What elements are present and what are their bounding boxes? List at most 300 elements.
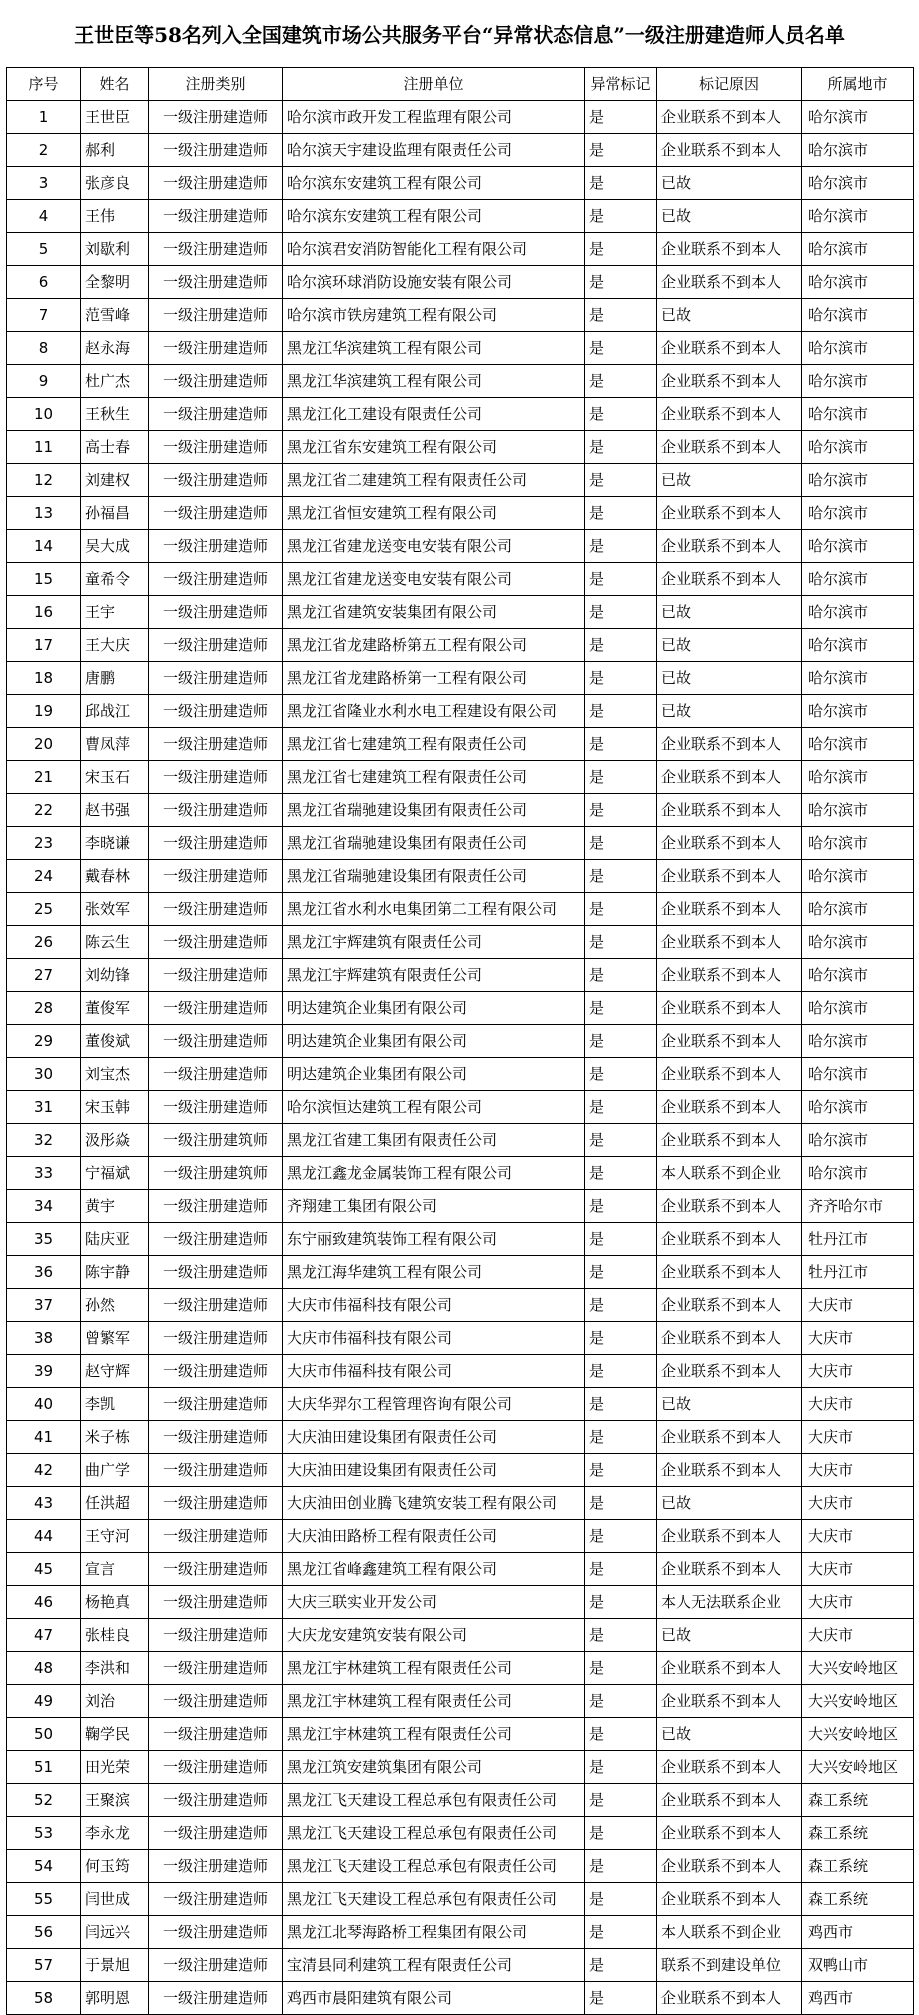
cell-flag-reason: 企业联系不到本人 (657, 1124, 802, 1157)
cell-registered-company: 明达建筑企业集团有限公司 (283, 1058, 585, 1091)
table-row (7, 1223, 914, 1256)
cell-city: 哈尔滨市 (802, 1025, 914, 1058)
cell-name: 曾繁军 (81, 1322, 149, 1355)
cell-registered-company: 黑龙江华滨建筑工程有限公司 (283, 365, 585, 398)
cell-flag-reason: 已故 (657, 464, 802, 497)
cell-abnormal-flag: 是 (585, 1850, 657, 1883)
table-row (7, 1553, 914, 1586)
cell-flag-reason: 已故 (657, 1619, 802, 1652)
cell-index: 4 (7, 200, 81, 233)
table-row (7, 992, 914, 1025)
cell-name: 王宇 (81, 596, 149, 629)
cell-abnormal-flag: 是 (585, 167, 657, 200)
cell-registered-company: 大庆华羿尔工程管理咨询有限公司 (283, 1388, 585, 1421)
cell-abnormal-flag: 是 (585, 299, 657, 332)
table-row (7, 926, 914, 959)
cell-registered-company: 黑龙江省建工集团有限责任公司 (283, 1124, 585, 1157)
cell-flag-reason: 已故 (657, 629, 802, 662)
cell-city: 哈尔滨市 (802, 926, 914, 959)
cell-city: 牡丹江市 (802, 1223, 914, 1256)
table-row (7, 1487, 914, 1520)
cell-index: 22 (7, 794, 81, 827)
cell-registration-type: 一级注册建造师 (149, 1388, 283, 1421)
cell-index: 58 (7, 1982, 81, 2015)
cell-registered-company: 大庆油田建设集团有限责任公司 (283, 1421, 585, 1454)
cell-registered-company: 哈尔滨环球消防设施安装有限公司 (283, 266, 585, 299)
cell-index: 13 (7, 497, 81, 530)
cell-index: 57 (7, 1949, 81, 1982)
cell-registered-company: 黑龙江宇辉建筑有限责任公司 (283, 926, 585, 959)
cell-index: 7 (7, 299, 81, 332)
cell-name: 陈宇静 (81, 1256, 149, 1289)
cell-index: 28 (7, 992, 81, 1025)
table-row (7, 332, 914, 365)
cell-name: 孙福昌 (81, 497, 149, 530)
cell-flag-reason: 企业联系不到本人 (657, 1784, 802, 1817)
table-row (7, 1817, 914, 1850)
cell-abnormal-flag: 是 (585, 1718, 657, 1751)
cell-city: 大兴安岭地区 (802, 1685, 914, 1718)
cell-abnormal-flag: 是 (585, 563, 657, 596)
table-row (7, 1850, 914, 1883)
cell-index: 47 (7, 1619, 81, 1652)
cell-abnormal-flag: 是 (585, 266, 657, 299)
cell-index: 2 (7, 134, 81, 167)
cell-registration-type: 一级注册建造师 (149, 1916, 283, 1949)
table-header-row (7, 68, 914, 101)
cell-registration-type: 一级注册建造师 (149, 134, 283, 167)
cell-flag-reason: 企业联系不到本人 (657, 1685, 802, 1718)
cell-index: 25 (7, 893, 81, 926)
cell-name: 陈云生 (81, 926, 149, 959)
table-row (7, 827, 914, 860)
cell-index: 37 (7, 1289, 81, 1322)
cell-flag-reason: 已故 (657, 695, 802, 728)
cell-registration-type: 一级注册建造师 (149, 398, 283, 431)
cell-city: 哈尔滨市 (802, 1157, 914, 1190)
header-index: 序号 (7, 68, 81, 101)
cell-registration-type: 一级注册建造师 (149, 1223, 283, 1256)
cell-name: 何玉筠 (81, 1850, 149, 1883)
cell-registered-company: 黑龙江宇林建筑工程有限责任公司 (283, 1652, 585, 1685)
table-row (7, 662, 914, 695)
cell-name: 赵永海 (81, 332, 149, 365)
cell-abnormal-flag: 是 (585, 1619, 657, 1652)
cell-flag-reason: 企业联系不到本人 (657, 1982, 802, 2015)
cell-index: 17 (7, 629, 81, 662)
header-registration-type: 注册类别 (149, 68, 283, 101)
cell-flag-reason: 企业联系不到本人 (657, 1091, 802, 1124)
cell-abnormal-flag: 是 (585, 101, 657, 134)
cell-abnormal-flag: 是 (585, 200, 657, 233)
cell-abnormal-flag: 是 (585, 1949, 657, 1982)
cell-registered-company: 哈尔滨东安建筑工程有限公司 (283, 167, 585, 200)
document-title: 王世臣等58名列入全国建筑市场公共服务平台“异常状态信息”一级注册建造师人员名单 (74, 23, 845, 47)
cell-index: 6 (7, 266, 81, 299)
cell-city: 哈尔滨市 (802, 233, 914, 266)
cell-index: 44 (7, 1520, 81, 1553)
table-row (7, 1784, 914, 1817)
cell-abnormal-flag: 是 (585, 1124, 657, 1157)
cell-city: 哈尔滨市 (802, 794, 914, 827)
cell-abnormal-flag: 是 (585, 992, 657, 1025)
cell-flag-reason: 企业联系不到本人 (657, 992, 802, 1025)
cell-index: 50 (7, 1718, 81, 1751)
cell-index: 9 (7, 365, 81, 398)
cell-name: 郭明恩 (81, 1982, 149, 2015)
cell-flag-reason: 企业联系不到本人 (657, 1817, 802, 1850)
table-row (7, 1256, 914, 1289)
table-row (7, 959, 914, 992)
cell-city: 大庆市 (802, 1520, 914, 1553)
table-row (7, 893, 914, 926)
cell-abnormal-flag: 是 (585, 1157, 657, 1190)
cell-registration-type: 一级注册建造师 (149, 1487, 283, 1520)
cell-flag-reason: 已故 (657, 596, 802, 629)
table-row (7, 134, 914, 167)
cell-abnormal-flag: 是 (585, 233, 657, 266)
table-row (7, 398, 914, 431)
cell-registered-company: 大庆油田路桥工程有限责任公司 (283, 1520, 585, 1553)
cell-registration-type: 一级注册建造师 (149, 1784, 283, 1817)
cell-city: 大庆市 (802, 1355, 914, 1388)
table-row (7, 1091, 914, 1124)
cell-name: 宋玉石 (81, 761, 149, 794)
cell-registered-company: 黑龙江海华建筑工程有限公司 (283, 1256, 585, 1289)
registry-table (6, 67, 914, 2015)
cell-flag-reason: 企业联系不到本人 (657, 563, 802, 596)
cell-flag-reason: 企业联系不到本人 (657, 365, 802, 398)
cell-city: 哈尔滨市 (802, 167, 914, 200)
cell-index: 38 (7, 1322, 81, 1355)
cell-registered-company: 哈尔滨恒达建筑工程有限公司 (283, 1091, 585, 1124)
cell-registered-company: 黑龙江省七建建筑工程有限责任公司 (283, 728, 585, 761)
cell-index: 3 (7, 167, 81, 200)
cell-index: 51 (7, 1751, 81, 1784)
table-row (7, 530, 914, 563)
cell-registration-type: 一级注册建造师 (149, 431, 283, 464)
cell-city: 哈尔滨市 (802, 1124, 914, 1157)
cell-registered-company: 黑龙江省瑞驰建设集团有限责任公司 (283, 827, 585, 860)
cell-registration-type: 一级注册建造师 (149, 563, 283, 596)
cell-flag-reason: 企业联系不到本人 (657, 431, 802, 464)
cell-city: 大庆市 (802, 1487, 914, 1520)
cell-index: 36 (7, 1256, 81, 1289)
cell-registration-type: 一级注册建造师 (149, 266, 283, 299)
cell-registered-company: 黑龙江省恒安建筑工程有限公司 (283, 497, 585, 530)
cell-city: 鸡西市 (802, 1982, 914, 2015)
cell-abnormal-flag: 是 (585, 1421, 657, 1454)
cell-registration-type: 一级注册建造师 (149, 1190, 283, 1223)
header-abnormal-flag: 异常标记 (585, 68, 657, 101)
cell-registered-company: 大庆市伟福科技有限公司 (283, 1322, 585, 1355)
table-row (7, 1619, 914, 1652)
cell-flag-reason: 已故 (657, 1388, 802, 1421)
cell-flag-reason: 企业联系不到本人 (657, 497, 802, 530)
cell-city: 哈尔滨市 (802, 860, 914, 893)
cell-city: 哈尔滨市 (802, 398, 914, 431)
table-row (7, 629, 914, 662)
cell-city: 大庆市 (802, 1322, 914, 1355)
cell-flag-reason: 企业联系不到本人 (657, 1223, 802, 1256)
table-row (7, 728, 914, 761)
cell-flag-reason: 企业联系不到本人 (657, 1190, 802, 1223)
cell-registered-company: 哈尔滨君安消防智能化工程有限公司 (283, 233, 585, 266)
table-row (7, 1157, 914, 1190)
cell-registration-type: 一级注册建造师 (149, 1949, 283, 1982)
cell-abnormal-flag: 是 (585, 1652, 657, 1685)
cell-registration-type: 一级注册建造师 (149, 200, 283, 233)
cell-flag-reason: 已故 (657, 167, 802, 200)
table-row (7, 695, 914, 728)
cell-index: 45 (7, 1553, 81, 1586)
cell-name: 刘幼锋 (81, 959, 149, 992)
cell-name: 李晓谦 (81, 827, 149, 860)
cell-registered-company: 黑龙江省建龙送变电安装有限公司 (283, 563, 585, 596)
cell-registered-company: 黑龙江飞天建设工程总承包有限责任公司 (283, 1883, 585, 1916)
cell-name: 杨艳真 (81, 1586, 149, 1619)
cell-registered-company: 黑龙江省瑞驰建设集团有限责任公司 (283, 794, 585, 827)
cell-city: 大兴安岭地区 (802, 1718, 914, 1751)
cell-registered-company: 鸡西市晨阳建筑有限公司 (283, 1982, 585, 2015)
cell-index: 49 (7, 1685, 81, 1718)
cell-name: 戴春林 (81, 860, 149, 893)
cell-city: 哈尔滨市 (802, 332, 914, 365)
cell-registered-company: 黑龙江省七建建筑工程有限责任公司 (283, 761, 585, 794)
cell-name: 王世臣 (81, 101, 149, 134)
table-row (7, 233, 914, 266)
cell-city: 哈尔滨市 (802, 464, 914, 497)
cell-flag-reason: 联系不到建设单位 (657, 1949, 802, 1982)
cell-city: 森工系统 (802, 1850, 914, 1883)
cell-city: 哈尔滨市 (802, 893, 914, 926)
cell-registration-type: 一级注册建造师 (149, 1718, 283, 1751)
cell-city: 大庆市 (802, 1454, 914, 1487)
cell-name: 田光荣 (81, 1751, 149, 1784)
cell-abnormal-flag: 是 (585, 464, 657, 497)
cell-registration-type: 一级注册建造师 (149, 167, 283, 200)
cell-name: 曹凤萍 (81, 728, 149, 761)
cell-name: 陆庆亚 (81, 1223, 149, 1256)
cell-index: 52 (7, 1784, 81, 1817)
cell-index: 34 (7, 1190, 81, 1223)
cell-name: 刘歇利 (81, 233, 149, 266)
cell-abnormal-flag: 是 (585, 629, 657, 662)
cell-registered-company: 黑龙江省东安建筑工程有限公司 (283, 431, 585, 464)
cell-flag-reason: 企业联系不到本人 (657, 233, 802, 266)
cell-abnormal-flag: 是 (585, 1784, 657, 1817)
table-body (7, 101, 914, 2015)
cell-registered-company: 黑龙江宇林建筑工程有限责任公司 (283, 1718, 585, 1751)
cell-registered-company: 大庆油田建设集团有限责任公司 (283, 1454, 585, 1487)
cell-registration-type: 一级注册建造师 (149, 1619, 283, 1652)
cell-registration-type: 一级注册建造师 (149, 1883, 283, 1916)
cell-city: 哈尔滨市 (802, 266, 914, 299)
cell-city: 哈尔滨市 (802, 530, 914, 563)
cell-abnormal-flag: 是 (585, 1256, 657, 1289)
cell-flag-reason: 企业联系不到本人 (657, 1289, 802, 1322)
cell-city: 哈尔滨市 (802, 629, 914, 662)
cell-flag-reason: 企业联系不到本人 (657, 101, 802, 134)
cell-flag-reason: 企业联系不到本人 (657, 1256, 802, 1289)
cell-city: 大庆市 (802, 1619, 914, 1652)
cell-abnormal-flag: 是 (585, 1982, 657, 2015)
cell-index: 30 (7, 1058, 81, 1091)
cell-registered-company: 黑龙江省建筑安装集团有限公司 (283, 596, 585, 629)
cell-registration-type: 一级注册建造师 (149, 1520, 283, 1553)
cell-flag-reason: 本人联系不到企业 (657, 1916, 802, 1949)
header-flag-reason: 标记原因 (657, 68, 802, 101)
cell-registration-type: 一级注册建造师 (149, 1322, 283, 1355)
cell-index: 41 (7, 1421, 81, 1454)
table-row (7, 794, 914, 827)
cell-registration-type: 一级注册建造师 (149, 926, 283, 959)
cell-index: 35 (7, 1223, 81, 1256)
cell-name: 曲广学 (81, 1454, 149, 1487)
cell-abnormal-flag: 是 (585, 398, 657, 431)
cell-city: 哈尔滨市 (802, 992, 914, 1025)
cell-flag-reason: 企业联系不到本人 (657, 1652, 802, 1685)
table-row (7, 101, 914, 134)
table-row (7, 596, 914, 629)
cell-index: 11 (7, 431, 81, 464)
cell-abnormal-flag: 是 (585, 695, 657, 728)
table-row (7, 1025, 914, 1058)
cell-name: 赵守辉 (81, 1355, 149, 1388)
cell-registration-type: 一级注册建造师 (149, 1850, 283, 1883)
cell-registration-type: 一级注册建造师 (149, 1256, 283, 1289)
cell-abnormal-flag: 是 (585, 1916, 657, 1949)
cell-name: 任洪超 (81, 1487, 149, 1520)
cell-index: 18 (7, 662, 81, 695)
table-row (7, 1058, 914, 1091)
cell-registered-company: 黑龙江飞天建设工程总承包有限责任公司 (283, 1817, 585, 1850)
cell-flag-reason: 企业联系不到本人 (657, 728, 802, 761)
cell-registration-type: 一级注册建造师 (149, 530, 283, 563)
cell-name: 王秋生 (81, 398, 149, 431)
cell-city: 森工系统 (802, 1817, 914, 1850)
table-row (7, 1190, 914, 1223)
cell-registered-company: 黑龙江宇辉建筑有限责任公司 (283, 959, 585, 992)
cell-abnormal-flag: 是 (585, 926, 657, 959)
cell-registration-type: 一级注册建造师 (149, 596, 283, 629)
cell-registration-type: 一级注册建造师 (149, 893, 283, 926)
cell-city: 大庆市 (802, 1421, 914, 1454)
cell-flag-reason: 企业联系不到本人 (657, 1322, 802, 1355)
cell-city: 哈尔滨市 (802, 1091, 914, 1124)
cell-name: 杜广杰 (81, 365, 149, 398)
cell-abnormal-flag: 是 (585, 959, 657, 992)
cell-flag-reason: 本人联系不到企业 (657, 1157, 802, 1190)
cell-city: 哈尔滨市 (802, 695, 914, 728)
cell-abnormal-flag: 是 (585, 431, 657, 464)
cell-flag-reason: 已故 (657, 200, 802, 233)
cell-abnormal-flag: 是 (585, 1487, 657, 1520)
cell-city: 哈尔滨市 (802, 497, 914, 530)
cell-abnormal-flag: 是 (585, 365, 657, 398)
table-row (7, 1718, 914, 1751)
cell-index: 19 (7, 695, 81, 728)
cell-registration-type: 一级注册建造师 (149, 695, 283, 728)
cell-name: 王守河 (81, 1520, 149, 1553)
cell-name: 邱战江 (81, 695, 149, 728)
cell-name: 童希令 (81, 563, 149, 596)
cell-registration-type: 一级注册建造师 (149, 662, 283, 695)
cell-registration-type: 一级注册建造师 (149, 1586, 283, 1619)
cell-city: 大兴安岭地区 (802, 1652, 914, 1685)
table-row (7, 1751, 914, 1784)
cell-registration-type: 一级注册建造师 (149, 464, 283, 497)
cell-city: 哈尔滨市 (802, 761, 914, 794)
cell-registered-company: 大庆市伟福科技有限公司 (283, 1289, 585, 1322)
cell-flag-reason: 企业联系不到本人 (657, 134, 802, 167)
cell-registration-type: 一级注册建筑师 (149, 1124, 283, 1157)
cell-registered-company: 黑龙江鑫龙金属装饰工程有限公司 (283, 1157, 585, 1190)
cell-city: 双鸭山市 (802, 1949, 914, 1982)
table-row (7, 761, 914, 794)
cell-registration-type: 一级注册建造师 (149, 233, 283, 266)
cell-index: 31 (7, 1091, 81, 1124)
table-row (7, 1685, 914, 1718)
cell-abnormal-flag: 是 (585, 1388, 657, 1421)
cell-flag-reason: 企业联系不到本人 (657, 1025, 802, 1058)
cell-index: 54 (7, 1850, 81, 1883)
cell-index: 1 (7, 101, 81, 134)
cell-abnormal-flag: 是 (585, 1025, 657, 1058)
table-row (7, 200, 914, 233)
table-row (7, 860, 914, 893)
cell-city: 哈尔滨市 (802, 134, 914, 167)
cell-registration-type: 一级注册建造师 (149, 1553, 283, 1586)
cell-city: 大庆市 (802, 1289, 914, 1322)
table-row (7, 1520, 914, 1553)
cell-abnormal-flag: 是 (585, 1520, 657, 1553)
cell-registered-company: 齐翔建工集团有限公司 (283, 1190, 585, 1223)
cell-registered-company: 黑龙江化工建设有限责任公司 (283, 398, 585, 431)
cell-name: 赵书强 (81, 794, 149, 827)
cell-abnormal-flag: 是 (585, 497, 657, 530)
cell-name: 闫世成 (81, 1883, 149, 1916)
table-row (7, 1421, 914, 1454)
cell-registration-type: 一级注册建造师 (149, 1355, 283, 1388)
cell-flag-reason: 已故 (657, 1718, 802, 1751)
cell-city: 哈尔滨市 (802, 200, 914, 233)
cell-registration-type: 一级注册建造师 (149, 332, 283, 365)
cell-registered-company: 大庆龙安建筑安装有限公司 (283, 1619, 585, 1652)
cell-flag-reason: 企业联系不到本人 (657, 1454, 802, 1487)
cell-abnormal-flag: 是 (585, 1553, 657, 1586)
cell-registration-type: 一级注册建造师 (149, 827, 283, 860)
cell-registration-type: 一级注册建造师 (149, 1025, 283, 1058)
cell-index: 5 (7, 233, 81, 266)
cell-index: 48 (7, 1652, 81, 1685)
cell-index: 26 (7, 926, 81, 959)
cell-flag-reason: 企业联系不到本人 (657, 893, 802, 926)
cell-abnormal-flag: 是 (585, 1685, 657, 1718)
cell-registration-type: 一级注册建筑师 (149, 1157, 283, 1190)
cell-registered-company: 黑龙江省龙建路桥第一工程有限公司 (283, 662, 585, 695)
cell-registered-company: 哈尔滨东安建筑工程有限公司 (283, 200, 585, 233)
cell-registered-company: 宝清县同利建筑工程有限责任公司 (283, 1949, 585, 1982)
cell-registration-type: 一级注册建造师 (149, 1454, 283, 1487)
cell-index: 43 (7, 1487, 81, 1520)
cell-name: 米子栋 (81, 1421, 149, 1454)
cell-registered-company: 明达建筑企业集团有限公司 (283, 1025, 585, 1058)
cell-abnormal-flag: 是 (585, 1817, 657, 1850)
cell-flag-reason: 企业联系不到本人 (657, 794, 802, 827)
cell-city: 哈尔滨市 (802, 959, 914, 992)
cell-city: 哈尔滨市 (802, 662, 914, 695)
